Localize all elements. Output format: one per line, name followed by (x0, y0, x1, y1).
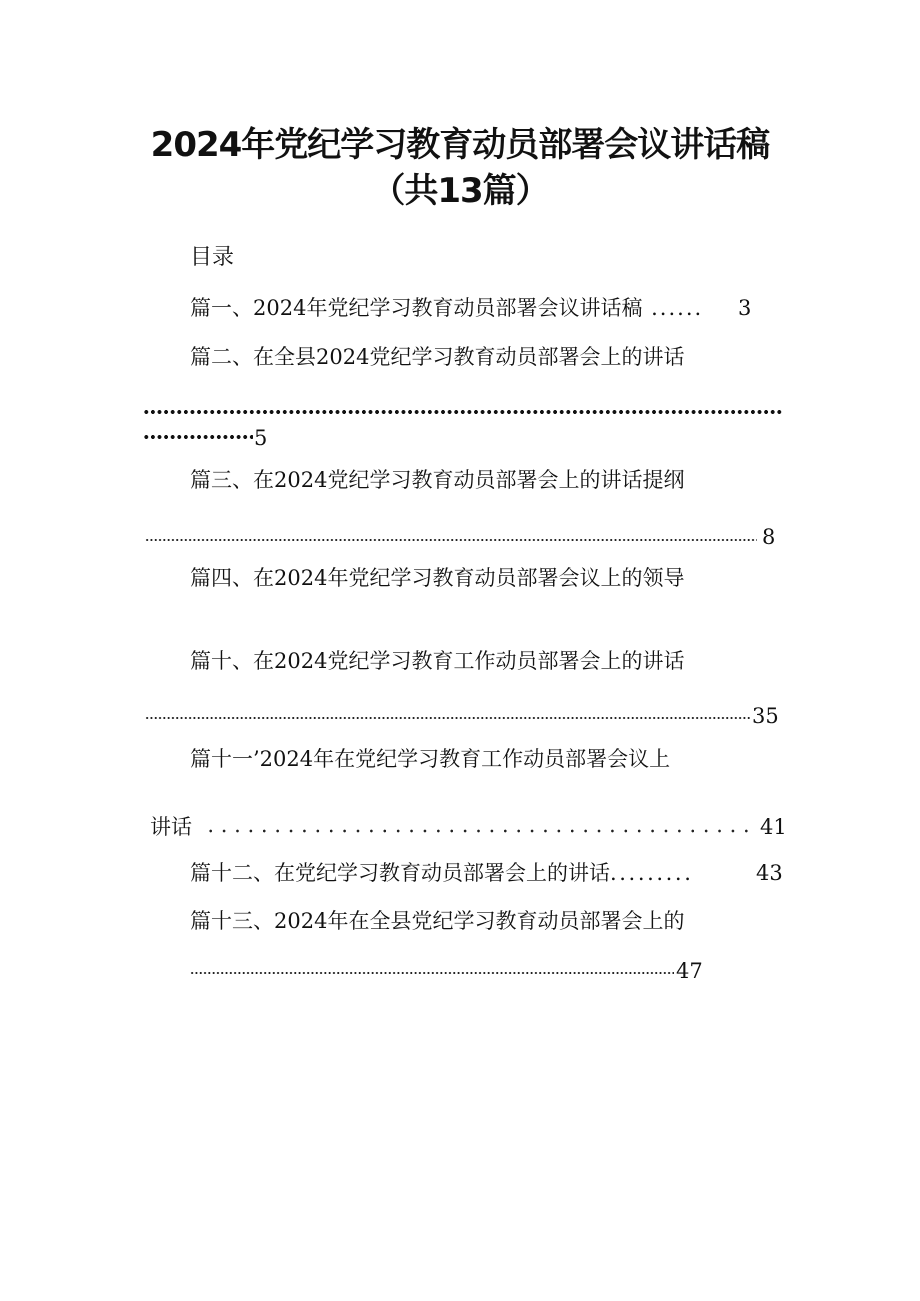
toc-entry-2[interactable] (190, 342, 684, 372)
toc-entry-10[interactable] (190, 646, 684, 676)
toc-entry-label: 篇十二、在党纪学习教育动员部署会上的讲话 (190, 861, 610, 885)
toc-entry-12[interactable] (190, 858, 693, 888)
toc-page-number: 5 (254, 426, 268, 450)
document-subtitle: （共13篇） (371, 171, 549, 211)
toc-entry-label: 篇四、在2024年党纪学习教育动员部署会议上的领导 (190, 566, 685, 590)
toc-entry-label: 篇二、在全县2024党纪学习教育动员部署会上的讲话 (190, 345, 685, 369)
toc-leader (190, 971, 674, 975)
toc-entry-continuation: 讲话 (150, 815, 192, 839)
toc-leader (143, 434, 253, 440)
toc-page-number: 43 (756, 861, 783, 885)
toc-entry-11[interactable] (190, 744, 670, 774)
toc-heading: 目录 (190, 245, 235, 270)
toc-leader (145, 716, 750, 720)
toc-entry-label: 篇十三、2024年在全县党纪学习教育动员部署会上的 (190, 909, 685, 933)
toc-leader: ......... (610, 861, 694, 885)
toc-leader (143, 409, 783, 415)
toc-page-number: 3 (738, 296, 752, 320)
toc-entry-3[interactable] (190, 465, 684, 495)
toc-entry-label: 篇十一’2024年在党纪学习教育工作动员部署会议上 (190, 747, 671, 771)
toc-entry-label: 篇三、在2024党纪学习教育动员部署会上的讲话提纲 (190, 468, 685, 492)
document-title: 2024年党纪学习教育动员部署会议讲话稿 (150, 125, 770, 165)
toc-leader (204, 829, 754, 833)
toc-page-number: 41 (760, 815, 787, 839)
toc-page-number: 35 (752, 704, 779, 728)
toc-entry-4[interactable] (190, 563, 684, 593)
toc-leader (145, 538, 757, 542)
toc-entry-label: 篇一、2024年党纪学习教育动员部署会议讲话稿 (190, 296, 643, 320)
toc-entry-13[interactable] (190, 906, 684, 936)
toc-page-number: 47 (676, 959, 703, 983)
toc-entry-1[interactable] (190, 293, 703, 323)
toc-leader: ...... (642, 296, 704, 320)
toc-page-number: 8 (762, 525, 776, 549)
toc-entry-label: 篇十、在2024党纪学习教育工作动员部署会上的讲话 (190, 649, 685, 673)
